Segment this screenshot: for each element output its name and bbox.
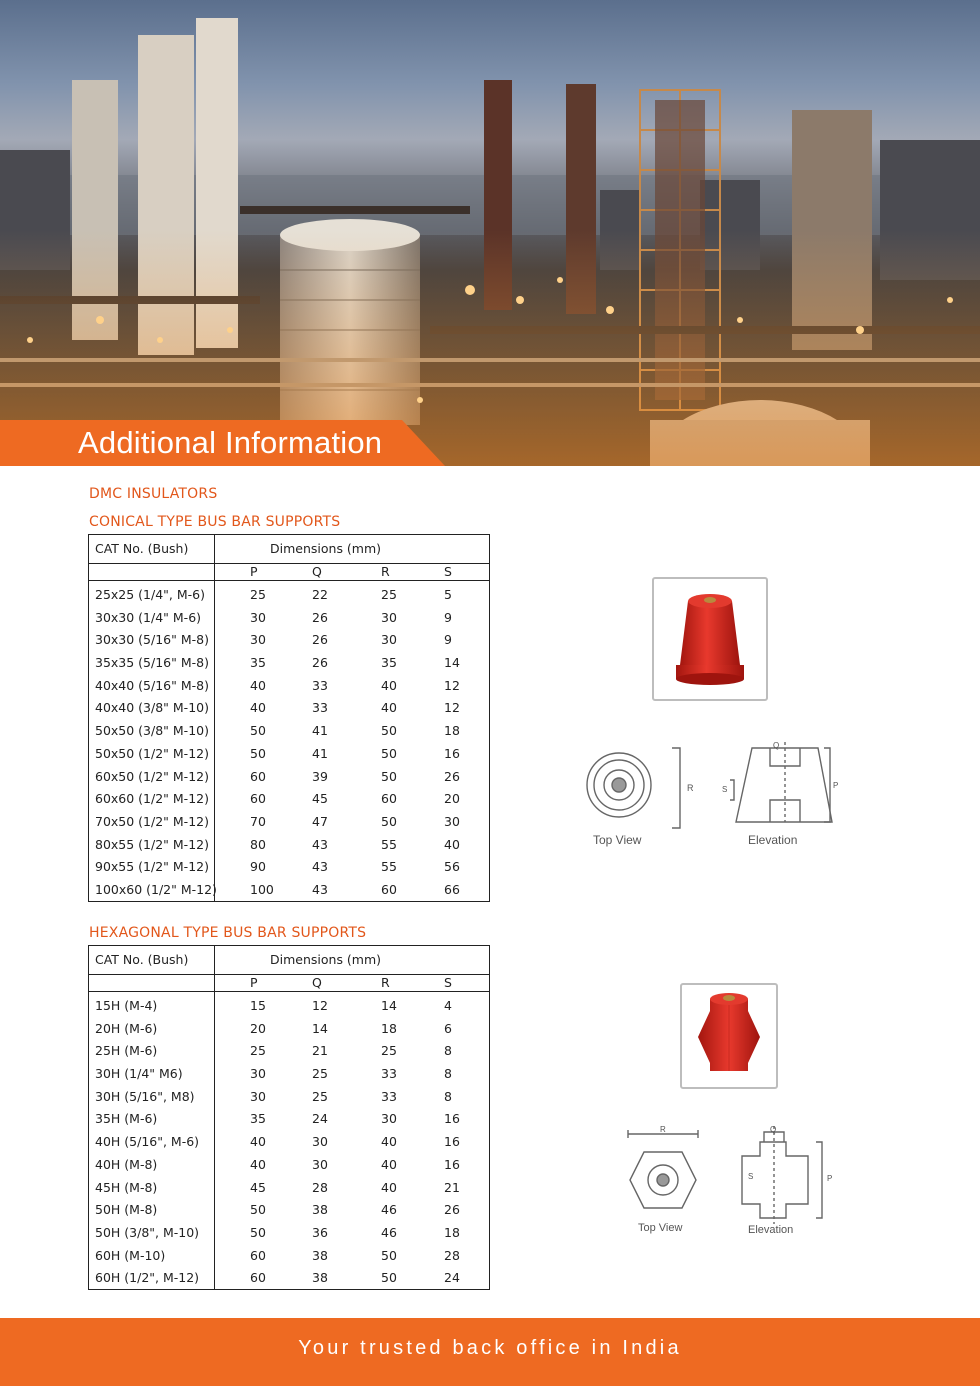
- dim-q-cell: 30: [312, 1156, 328, 1172]
- col-r: R: [381, 564, 390, 579]
- dim-q-cell: 33: [312, 700, 328, 716]
- cat-no-cell: 50H (3/8", M-10): [95, 1224, 200, 1240]
- cat-no-cell: 50x50 (3/8" M-10): [95, 723, 209, 739]
- hexagonal-drawing: [624, 1124, 844, 1236]
- table-row: [89, 674, 489, 697]
- dim-p-cell: 90: [250, 859, 266, 875]
- cat-no-cell: 40x40 (3/8" M-10): [95, 700, 209, 716]
- dim-q-cell: 43: [312, 881, 328, 897]
- table-row: [89, 696, 489, 719]
- dim-p-cell: 50: [250, 723, 266, 739]
- table-row: [89, 742, 489, 765]
- dim-r-cell: 55: [381, 859, 397, 875]
- col-q: Q: [312, 564, 322, 579]
- table-row: [89, 1017, 489, 1040]
- dim-r-cell: 55: [381, 836, 397, 852]
- table-row: [89, 583, 489, 606]
- elevation-label: Elevation: [748, 833, 798, 847]
- dim-s-cell: 16: [444, 1111, 460, 1127]
- cat-header: CAT No. (Bush): [95, 541, 189, 556]
- dim-r-cell: 33: [381, 1088, 397, 1104]
- dim-s-cell: 26: [444, 768, 460, 784]
- elevation-label: Elevation: [748, 1224, 794, 1236]
- dim-s-cell: 8: [444, 1066, 452, 1082]
- dim-r-cell: 18: [381, 1020, 397, 1036]
- hexagonal-insulator-image: [682, 985, 776, 1087]
- dim-p-cell: 50: [250, 1224, 266, 1240]
- dim-p-cell: 50: [250, 745, 266, 761]
- dim-p-cell: 30: [250, 632, 266, 648]
- top-view-label: Top View: [593, 833, 642, 847]
- dim-r-cell: 50: [381, 723, 397, 739]
- dim-p-cell: 40: [250, 677, 266, 693]
- dim-s-cell: 12: [444, 677, 460, 693]
- dim-p-cell: 50: [250, 1202, 266, 1218]
- dim-q-cell: 36: [312, 1224, 328, 1240]
- table-subheader: [89, 564, 489, 581]
- table-row: [89, 719, 489, 742]
- table-row: [89, 651, 489, 674]
- table-row: [89, 606, 489, 629]
- table-row: [89, 1153, 489, 1176]
- col-p: P: [250, 564, 258, 579]
- conical-insulator-image: [654, 579, 766, 699]
- dim-r-cell: 50: [381, 768, 397, 784]
- cat-no-cell: 30x30 (1/4" M-6): [95, 609, 202, 625]
- dim-r-cell: 50: [381, 745, 397, 761]
- dim-p-cell: 100: [250, 881, 274, 897]
- footer-tagline: Your trusted back office in India: [298, 1337, 682, 1359]
- table-row: [89, 1039, 489, 1062]
- dim-s-cell: 6: [444, 1020, 452, 1036]
- conical-table: [88, 534, 490, 902]
- dim-r-cell: 25: [381, 1043, 397, 1059]
- dim-r-cell: 35: [381, 655, 397, 671]
- dim-r-cell: 30: [381, 632, 397, 648]
- cat-no-cell: 25H (M-6): [95, 1043, 158, 1059]
- dim-r-cell: 40: [381, 1179, 397, 1195]
- table-subheader: [89, 975, 489, 992]
- cat-no-cell: 100x60 (1/2" M-12): [95, 881, 217, 897]
- dim-r-cell: 30: [381, 1111, 397, 1127]
- dim-s-cell: 8: [444, 1088, 452, 1104]
- cat-no-cell: 30H (1/4" M6): [95, 1066, 183, 1082]
- top-view-label: Top View: [638, 1222, 683, 1234]
- table-row: [89, 1198, 489, 1221]
- table-row: [89, 855, 489, 878]
- dim-s-cell: 4: [444, 998, 452, 1013]
- dim-p-cell: 20: [250, 1020, 266, 1036]
- dim-s-cell: 18: [444, 1224, 460, 1240]
- hero-banner: [0, 0, 980, 466]
- dim-s-cell: 30: [444, 813, 460, 829]
- dim-r-cell: 40: [381, 677, 397, 693]
- dim-r-cell: 50: [381, 1270, 397, 1286]
- dim-r-cell: 33: [381, 1066, 397, 1082]
- dim-q-cell: 38: [312, 1270, 328, 1286]
- cat-no-cell: 60H (M-10): [95, 1247, 166, 1263]
- table-header: [89, 946, 489, 975]
- hexagonal-insulator-photo: [680, 983, 778, 1089]
- dim-q-cell: 41: [312, 723, 328, 739]
- dim-p-cell: 40: [250, 700, 266, 716]
- table-row: [89, 810, 489, 833]
- dim-q-label: Q: [773, 741, 780, 750]
- cat-no-cell: 50x50 (1/2" M-12): [95, 745, 209, 761]
- dim-s-cell: 16: [444, 745, 460, 761]
- dim-s-cell: 9: [444, 632, 452, 648]
- col-q: Q: [312, 975, 322, 990]
- dim-r-cell: 25: [381, 587, 397, 602]
- dim-r-cell: 46: [381, 1202, 397, 1218]
- dim-r-cell: 40: [381, 700, 397, 716]
- table-row: [89, 1107, 489, 1130]
- dim-s-label: S: [748, 1172, 754, 1181]
- table-row: [89, 1085, 489, 1108]
- dim-s-cell: 66: [444, 881, 460, 897]
- dim-p-cell: 30: [250, 609, 266, 625]
- section-banner: [0, 420, 445, 466]
- cat-no-cell: 25x25 (1/4", M-6): [95, 587, 205, 602]
- refinery-photo: [0, 0, 980, 466]
- dim-q-cell: 21: [312, 1043, 328, 1059]
- dim-s-cell: 18: [444, 723, 460, 739]
- table-row: [89, 1266, 489, 1289]
- dim-q-cell: 38: [312, 1202, 328, 1218]
- dim-r-cell: 50: [381, 813, 397, 829]
- dim-q-cell: 47: [312, 813, 328, 829]
- dim-r-cell: 40: [381, 1156, 397, 1172]
- hexagonal-table: [88, 945, 490, 1290]
- dim-p-cell: 60: [250, 1270, 266, 1286]
- dim-r-cell: 46: [381, 1224, 397, 1240]
- dim-s-cell: 14: [444, 655, 460, 671]
- cat-no-cell: 15H (M-4): [95, 998, 158, 1013]
- dim-p-cell: 60: [250, 791, 266, 807]
- cat-no-cell: 80x55 (1/2" M-12): [95, 836, 209, 852]
- dim-q-cell: 43: [312, 859, 328, 875]
- dim-r-cell: 60: [381, 791, 397, 807]
- dim-s-cell: 26: [444, 1202, 460, 1218]
- col-r: R: [381, 975, 390, 990]
- table-row: [89, 1130, 489, 1153]
- table-row: [89, 765, 489, 788]
- cat-no-cell: 35x35 (5/16" M-8): [95, 655, 209, 671]
- dim-q-cell: 25: [312, 1066, 328, 1082]
- table-row: [89, 1221, 489, 1244]
- dim-q-cell: 12: [312, 998, 328, 1013]
- dim-s-cell: 12: [444, 700, 460, 716]
- dim-q-cell: 30: [312, 1134, 328, 1150]
- banner-title: Additional Information: [78, 425, 383, 460]
- dim-s-label: S: [722, 785, 728, 794]
- table-body: [89, 992, 489, 1289]
- dim-q-cell: 26: [312, 655, 328, 671]
- table-row: [89, 878, 489, 901]
- dim-p-cell: 35: [250, 1111, 266, 1127]
- table-row: [89, 1062, 489, 1085]
- footer-bar: [0, 1318, 980, 1386]
- dim-p-cell: 25: [250, 1043, 266, 1059]
- dim-p-cell: 60: [250, 1247, 266, 1263]
- table-row: [89, 787, 489, 810]
- dim-q-cell: 39: [312, 768, 328, 784]
- dim-p-cell: 35: [250, 655, 266, 671]
- dim-q-cell: 41: [312, 745, 328, 761]
- cat-no-cell: 35H (M-6): [95, 1111, 158, 1127]
- dim-q-cell: 14: [312, 1020, 328, 1036]
- dim-q-cell: 43: [312, 836, 328, 852]
- cat-no-cell: 60x50 (1/2" M-12): [95, 768, 209, 784]
- table-row: [89, 1244, 489, 1267]
- dim-p-cell: 80: [250, 836, 266, 852]
- dim-r-label: R: [660, 1125, 666, 1134]
- cat-no-cell: 60x60 (1/2" M-12): [95, 791, 209, 807]
- dim-r-cell: 14: [381, 998, 397, 1013]
- cat-no-cell: 90x55 (1/2" M-12): [95, 859, 209, 875]
- table-body: [89, 581, 489, 901]
- dim-p-cell: 40: [250, 1156, 266, 1172]
- dim-s-cell: 24: [444, 1270, 460, 1286]
- dim-p-cell: 60: [250, 768, 266, 784]
- cat-no-cell: 40H (5/16", M-6): [95, 1134, 200, 1150]
- dim-r-cell: 40: [381, 1134, 397, 1150]
- cat-no-cell: 50H (M-8): [95, 1202, 158, 1218]
- col-p: P: [250, 975, 258, 990]
- dim-s-cell: 21: [444, 1179, 460, 1195]
- dim-q-cell: 28: [312, 1179, 328, 1195]
- dim-s-cell: 20: [444, 791, 460, 807]
- dim-r-cell: 60: [381, 881, 397, 897]
- dim-s-cell: 40: [444, 836, 460, 852]
- dim-q-cell: 26: [312, 609, 328, 625]
- table-header: [89, 535, 489, 564]
- dim-p-cell: 15: [250, 998, 266, 1013]
- dim-s-cell: 16: [444, 1134, 460, 1150]
- col-s: S: [444, 564, 452, 579]
- dim-r-label: R: [687, 783, 694, 793]
- dim-q-cell: 33: [312, 677, 328, 693]
- dim-q-label: Q: [770, 1125, 777, 1134]
- dim-q-cell: 24: [312, 1111, 328, 1127]
- dim-s-cell: 9: [444, 609, 452, 625]
- dim-q-cell: 38: [312, 1247, 328, 1263]
- dim-q-cell: 26: [312, 632, 328, 648]
- col-s: S: [444, 975, 452, 990]
- dim-p-cell: 45: [250, 1179, 266, 1195]
- conical-drawing: [584, 740, 844, 850]
- cat-no-cell: 60H (1/2", M-12): [95, 1270, 200, 1286]
- conical-insulator-photo: [652, 577, 768, 701]
- dim-header: Dimensions (mm): [270, 952, 382, 967]
- cat-no-cell: 30H (5/16", M8): [95, 1088, 195, 1104]
- cat-no-cell: 20H (M-6): [95, 1020, 158, 1036]
- dim-s-cell: 56: [444, 859, 460, 875]
- dim-r-cell: 30: [381, 609, 397, 625]
- dim-p-label: P: [827, 1174, 833, 1183]
- cat-no-cell: 30x30 (5/16" M-8): [95, 632, 209, 648]
- dim-s-cell: 8: [444, 1043, 452, 1059]
- dim-q-cell: 25: [312, 1088, 328, 1104]
- dim-header: Dimensions (mm): [270, 541, 382, 556]
- hexagonal-heading: HEXAGONAL TYPE BUS BAR SUPPORTS: [89, 925, 367, 941]
- dim-q-cell: 45: [312, 791, 328, 807]
- cat-header: CAT No. (Bush): [95, 952, 189, 967]
- section-title: DMC INSULATORS: [89, 486, 218, 502]
- table-row: [89, 1176, 489, 1199]
- dim-p-cell: 30: [250, 1066, 266, 1082]
- dim-r-cell: 50: [381, 1247, 397, 1263]
- dim-p-cell: 30: [250, 1088, 266, 1104]
- cat-no-cell: 40H (M-8): [95, 1156, 158, 1172]
- dim-s-cell: 16: [444, 1156, 460, 1172]
- dim-s-cell: 5: [444, 587, 452, 602]
- table-row: [89, 628, 489, 651]
- dim-q-cell: 22: [312, 587, 328, 602]
- dim-s-cell: 28: [444, 1247, 460, 1263]
- table-row: [89, 994, 489, 1017]
- dim-p-cell: 40: [250, 1134, 266, 1150]
- dim-p-label: P: [833, 781, 839, 790]
- conical-heading: CONICAL TYPE BUS BAR SUPPORTS: [89, 514, 341, 530]
- cat-no-cell: 70x50 (1/2" M-12): [95, 813, 209, 829]
- cat-no-cell: 40x40 (5/16" M-8): [95, 677, 209, 693]
- cat-no-cell: 45H (M-8): [95, 1179, 158, 1195]
- dim-p-cell: 25: [250, 587, 266, 602]
- table-row: [89, 833, 489, 856]
- dim-p-cell: 70: [250, 813, 266, 829]
